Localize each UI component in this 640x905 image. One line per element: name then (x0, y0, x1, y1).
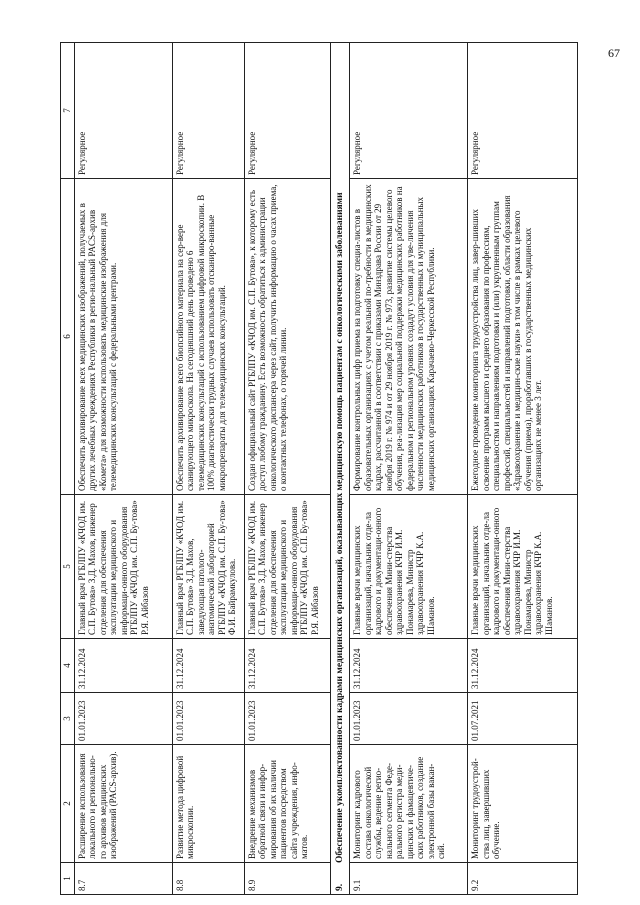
measure-type: Регулярное (468, 43, 578, 179)
header-cell: 3 (61, 693, 75, 745)
start-date: 01.07.2021 (468, 693, 578, 745)
measure-name: Мониторинг трудоустрой-ства лиц, завершивших обучение. (468, 745, 578, 863)
measure-type: Регулярное (350, 43, 468, 179)
header-row (61, 43, 75, 895)
end-date: 31.12.2024 (350, 639, 468, 693)
header-cell: 5 (61, 495, 75, 639)
row-number: 9.1 (350, 863, 468, 895)
measure-type: Регулярное (74, 43, 172, 179)
page-number: 67 (608, 46, 620, 60)
expected-result: Создан официальный сайт РГБЛПУ «КЧОД им. С.П. Бутова», к которому есть доступ любому гражданину. Есть возможность обратиться к администрации онкологического диспансера через сайт, получить информацию о часах приема, о контактных телефонах, о горячей линии. (244, 179, 330, 495)
header-cell: 6 (61, 179, 75, 495)
responsible: Главный врач РГБЛПУ «КЧОД им. С.П. Бутова» З.Д. Махов, инженер отделения для обеспечения эксплуатации медицинского и информаци-онного оборудования РГБЛПУ «КЧОД им. С.П. Бу-това» Р.Я. Айбазов (74, 495, 172, 639)
measure-name: Мониторинг кадрового состава онкологической службы, ведение регио-нального сегмента Феде-рального регистра меди-цинских и фамацевтиче-ских работников, создание электронной базы вакан-сий. (350, 745, 468, 863)
table-row (350, 43, 468, 895)
expected-result: Формирование контрольных цифр приема на подготовку специа-листов в образовательных организациях с учетом реальной по-требности в медицинских кадрах, рассчитанной в соответствии с приказами Минздрава России от 29 ноября 2019 г. № 974 и от 29 ноября 2019 г. № 973, развитие системы целевого обучения, реа-лизация мер социальной поддержки медицинских работников на федеральном и региональном уровнях создадут условия для уве-личения численности медицинских работников в государственных и муниципальных медицинских организациях Карачаево-Черкесской Республики. (350, 179, 468, 495)
row-number: 8.9 (244, 863, 330, 895)
end-date: 31.12.2024 (468, 639, 578, 693)
measure-type: Регулярное (172, 43, 244, 179)
expected-result: Обеспечить архивирование всего биопсийного материала на сер-вере сканирующего микроскопа. На сегодняшний день проведено 6 телемедицинских консультаций с использованием цифровой микроскопии. В 100% диагностически трудных случаев использовать отсканиро-ванные микропрепараты для телемедицинских консультаций. (172, 179, 244, 495)
section-row (330, 43, 350, 895)
table-row (244, 43, 330, 895)
responsible: Главный врач РГБЛПУ «КЧОД им. С.П. Бутова» З.Д. Махов, инженер отделения для обеспечения эксплуатации медицинского и информаци-онного оборудования РГБЛПУ «КЧОД им. С.П. Бу-това» Р.Я. Айбазов (244, 495, 330, 639)
expected-result: Обеспечить архивирование всех медицинских изображений, получаемых в других лечебных учреждениях Республики в регио-нальный PACS-архив «Комета» для возможности использовать медицинские изображения для телемедицинских консультаций с федеральными центрами. (74, 179, 172, 495)
responsible: Главные врачи медицинских организаций, начальник отде-ла кадрового и документаци-онного обеспечения Мини-стерства здравоохранения КЧР И.М. Понамарева, Министр здравоохранения КЧР К.А. Шаманов. (468, 495, 578, 639)
start-date: 01.01.2023 (350, 693, 468, 745)
section-number: 9. (334, 883, 345, 891)
measure-name: Развитие метода цифровой микроскопии. (172, 745, 244, 863)
responsible: Главный врач РГБЛПУ «КЧОД им. С.П. Бутова» З.Д. Махов, заведующая патолого-анатомической лабораторией РГБЛПУ «КЧОД им. С.П. Бу-това» Ф.И. Байрамкулова. (172, 495, 244, 639)
end-date: 31.12.2024 (172, 639, 244, 693)
measure-name: Расширение использования локального и регионально-го архивов медицинских изображений (PACS-архив). (74, 745, 172, 863)
start-date: 01.01.2023 (172, 693, 244, 745)
rotated-page-content (60, 43, 580, 895)
expected-result: Ежегодное проведение мониторинга трудоустройства лиц, завер-шивших освоение программ высшего и среднего образования по профессиям, специальностям и направлениям подготовки и (или) укрупненным группам профессий, специальностей и направлений подготовки, области образования «Здравоохранение и медицин-ские науки» в том числе в рамках целевого обучения (приема), проработавших в государственных медицинских организациях не менее 3 лет. (468, 179, 578, 495)
row-number: 9.2 (468, 863, 578, 895)
header-cell: 2 (61, 745, 75, 863)
measures-table (60, 42, 578, 895)
row-number: 8.8 (172, 863, 244, 895)
header-cell: 7 (61, 43, 75, 179)
header-cell: 1 (61, 863, 75, 895)
table-row (74, 43, 172, 895)
table-row (468, 43, 578, 895)
measure-name: Внедрение механизмов обратной связи и инфор-мирования об их наличии пациентов посредством сайта учреждения, инфо-матов. (244, 745, 330, 863)
start-date: 01.01.2023 (244, 693, 330, 745)
responsible: Главные врачи медицинских организаций, начальник отде-ла кадрового и документаци-онного обеспечения Мини-стерства здравоохранения КЧР И.М. Понамарева, Министр здравоохранения КЧР К.А. Шаманов. (350, 495, 468, 639)
row-number: 8.7 (74, 863, 172, 895)
end-date: 31.12.2024 (74, 639, 172, 693)
section-title: Обеспечение укомплектованности кадрами медицинских организаций, оказывающих медицинскую помощь пациентам с онкологическими заболеваниями (334, 192, 345, 863)
measure-type: Регулярное (244, 43, 330, 179)
end-date: 31.12.2024 (244, 639, 330, 693)
header-cell: 4 (61, 639, 75, 693)
section-heading (330, 43, 350, 895)
table-row (172, 43, 244, 895)
start-date: 01.01.2023 (74, 693, 172, 745)
